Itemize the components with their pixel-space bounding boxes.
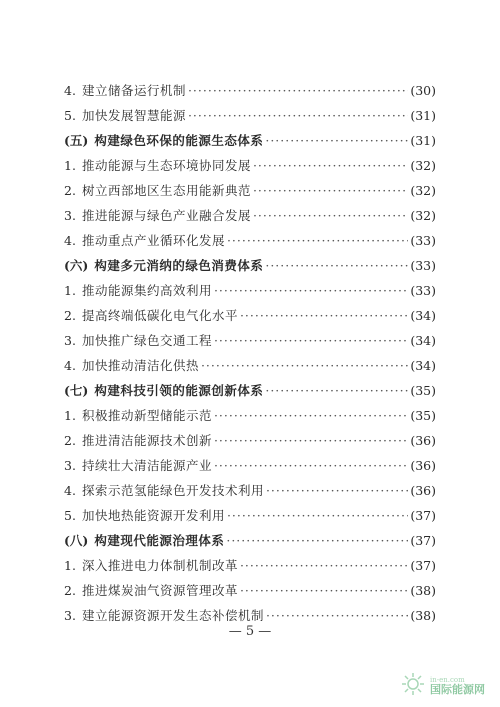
toc-page-number: (37) [410, 533, 436, 548]
toc-leader-dots [227, 228, 408, 253]
toc-leader-dots [214, 428, 408, 453]
toc-title: 推进能源与绿色产业融合发展 [81, 208, 251, 223]
toc-leader-dots [201, 353, 408, 378]
toc-page-number: (34) [410, 358, 436, 373]
toc-page-number: (31) [410, 108, 436, 123]
toc-page-number: (34) [410, 308, 436, 323]
toc-page-number: (38) [410, 608, 436, 623]
toc-leader-dots [253, 178, 408, 203]
toc-item-row [64, 303, 436, 328]
toc-number: 3. [64, 333, 76, 348]
toc-title: 树立西部地区生态用能新典范 [81, 183, 251, 198]
toc-leader-dots [265, 253, 408, 278]
toc-number: 2. [64, 183, 76, 198]
toc-number: 2. [64, 583, 76, 598]
table-of-contents [64, 78, 436, 628]
toc-item-row [64, 278, 436, 303]
toc-page-number: (38) [410, 583, 436, 598]
toc-title: 推进煤炭油气资源管理改革 [81, 583, 238, 598]
toc-number: 4. [64, 483, 76, 498]
toc-page-number: (32) [410, 208, 436, 223]
toc-title: 探索示范氢能绿色开发技术利用 [81, 483, 264, 498]
toc-number: (五) [64, 133, 89, 148]
toc-number: 3. [64, 458, 76, 473]
toc-page-number: (35) [410, 408, 436, 423]
toc-number: 5. [64, 508, 76, 523]
toc-item-row [64, 328, 436, 353]
toc-title: 加快地热能资源开发利用 [81, 508, 225, 523]
toc-leader-dots [253, 153, 408, 178]
toc-number: 4. [64, 83, 76, 98]
toc-page-number: (34) [410, 333, 436, 348]
toc-item-row [64, 453, 436, 478]
toc-item-row [64, 178, 436, 203]
toc-number: 2. [64, 433, 76, 448]
toc-title: 积极推动新型储能示范 [81, 408, 212, 423]
toc-leader-dots [265, 128, 408, 153]
toc-number: 2. [64, 308, 76, 323]
toc-title: 推动重点产业循环化发展 [81, 233, 225, 248]
toc-item-row [64, 203, 436, 228]
toc-item-row [64, 78, 436, 103]
toc-item-row [64, 578, 436, 603]
toc-page-number: (33) [410, 233, 436, 248]
toc-number: 4. [64, 358, 76, 373]
toc-leader-dots [240, 303, 408, 328]
toc-page-number: (36) [410, 433, 436, 448]
toc-item-row [64, 403, 436, 428]
toc-number: 3. [64, 208, 76, 223]
toc-leader-dots [240, 578, 408, 603]
toc-page-number: (36) [410, 483, 436, 498]
toc-leader-dots [214, 278, 408, 303]
toc-leader-dots [240, 553, 408, 578]
toc-item-row [64, 503, 436, 528]
toc-page-number: (33) [410, 283, 436, 298]
toc-title: 推动能源集约高效利用 [81, 283, 212, 298]
toc-item-row [64, 353, 436, 378]
sun-logo-icon [400, 671, 426, 701]
toc-title: 推进清洁能源技术创新 [81, 433, 212, 448]
toc-item-row [64, 103, 436, 128]
toc-page-number: (35) [410, 383, 436, 398]
toc-item-row [64, 428, 436, 453]
toc-leader-dots [266, 478, 408, 503]
toc-page-number: (32) [410, 158, 436, 173]
toc-section-row [64, 378, 436, 403]
toc-number: 1. [64, 283, 76, 298]
toc-item-row [64, 228, 436, 253]
toc-item-row [64, 153, 436, 178]
toc-title: 构建多元消纳的绿色消费体系 [94, 258, 264, 273]
toc-title: 推动能源与生态环境协同发展 [81, 158, 251, 173]
toc-title: 加快推广绿色交通工程 [81, 333, 212, 348]
toc-page-number: (31) [410, 133, 436, 148]
toc-leader-dots [214, 453, 408, 478]
toc-leader-dots [265, 378, 408, 403]
toc-leader-dots [188, 103, 408, 128]
toc-page-number: (37) [410, 558, 436, 573]
toc-number: 4. [64, 233, 76, 248]
toc-title: 建立储备运行机制 [81, 83, 186, 98]
toc-leader-dots [214, 328, 408, 353]
toc-page-number: (33) [410, 258, 436, 273]
toc-leader-dots [214, 403, 408, 428]
watermark-sub: in-en.com [430, 675, 465, 684]
toc-number: (七) [64, 383, 89, 398]
toc-section-row [64, 253, 436, 278]
toc-section-row [64, 528, 436, 553]
toc-number: 1. [64, 558, 76, 573]
toc-title: 加快发展智慧能源 [81, 108, 186, 123]
toc-leader-dots [226, 528, 408, 553]
toc-leader-dots [227, 503, 408, 528]
page-number: — 5 — [228, 624, 272, 639]
toc-number: 1. [64, 158, 76, 173]
toc-title: 建立能源资源开发生态补偿机制 [81, 608, 264, 623]
toc-title: 持续壮大清洁能源产业 [81, 458, 212, 473]
toc-title: 提高终端低碳化电气化水平 [81, 308, 238, 323]
toc-section-row [64, 128, 436, 153]
watermark-text: 国际能源网 [430, 682, 485, 696]
toc-number: 3. [64, 608, 76, 623]
toc-item-row [64, 553, 436, 578]
toc-number: (六) [64, 258, 89, 273]
toc-title: 构建绿色环保的能源生态体系 [94, 133, 264, 148]
toc-page-number: (37) [410, 508, 436, 523]
watermark-logo [400, 671, 492, 701]
toc-title: 深入推进电力体制机制改革 [81, 558, 238, 573]
toc-number: (八) [64, 533, 89, 548]
toc-title: 构建科技引领的能源创新体系 [94, 383, 264, 398]
toc-title: 构建现代能源治理体系 [94, 533, 225, 548]
toc-title: 加快推动清洁化供热 [81, 358, 199, 373]
toc-item-row [64, 478, 436, 503]
toc-leader-dots [253, 203, 408, 228]
toc-page-number: (32) [410, 183, 436, 198]
toc-page-number: (30) [410, 83, 436, 98]
toc-number: 1. [64, 408, 76, 423]
toc-page-number: (36) [410, 458, 436, 473]
toc-number: 5. [64, 108, 76, 123]
toc-leader-dots [188, 78, 408, 103]
